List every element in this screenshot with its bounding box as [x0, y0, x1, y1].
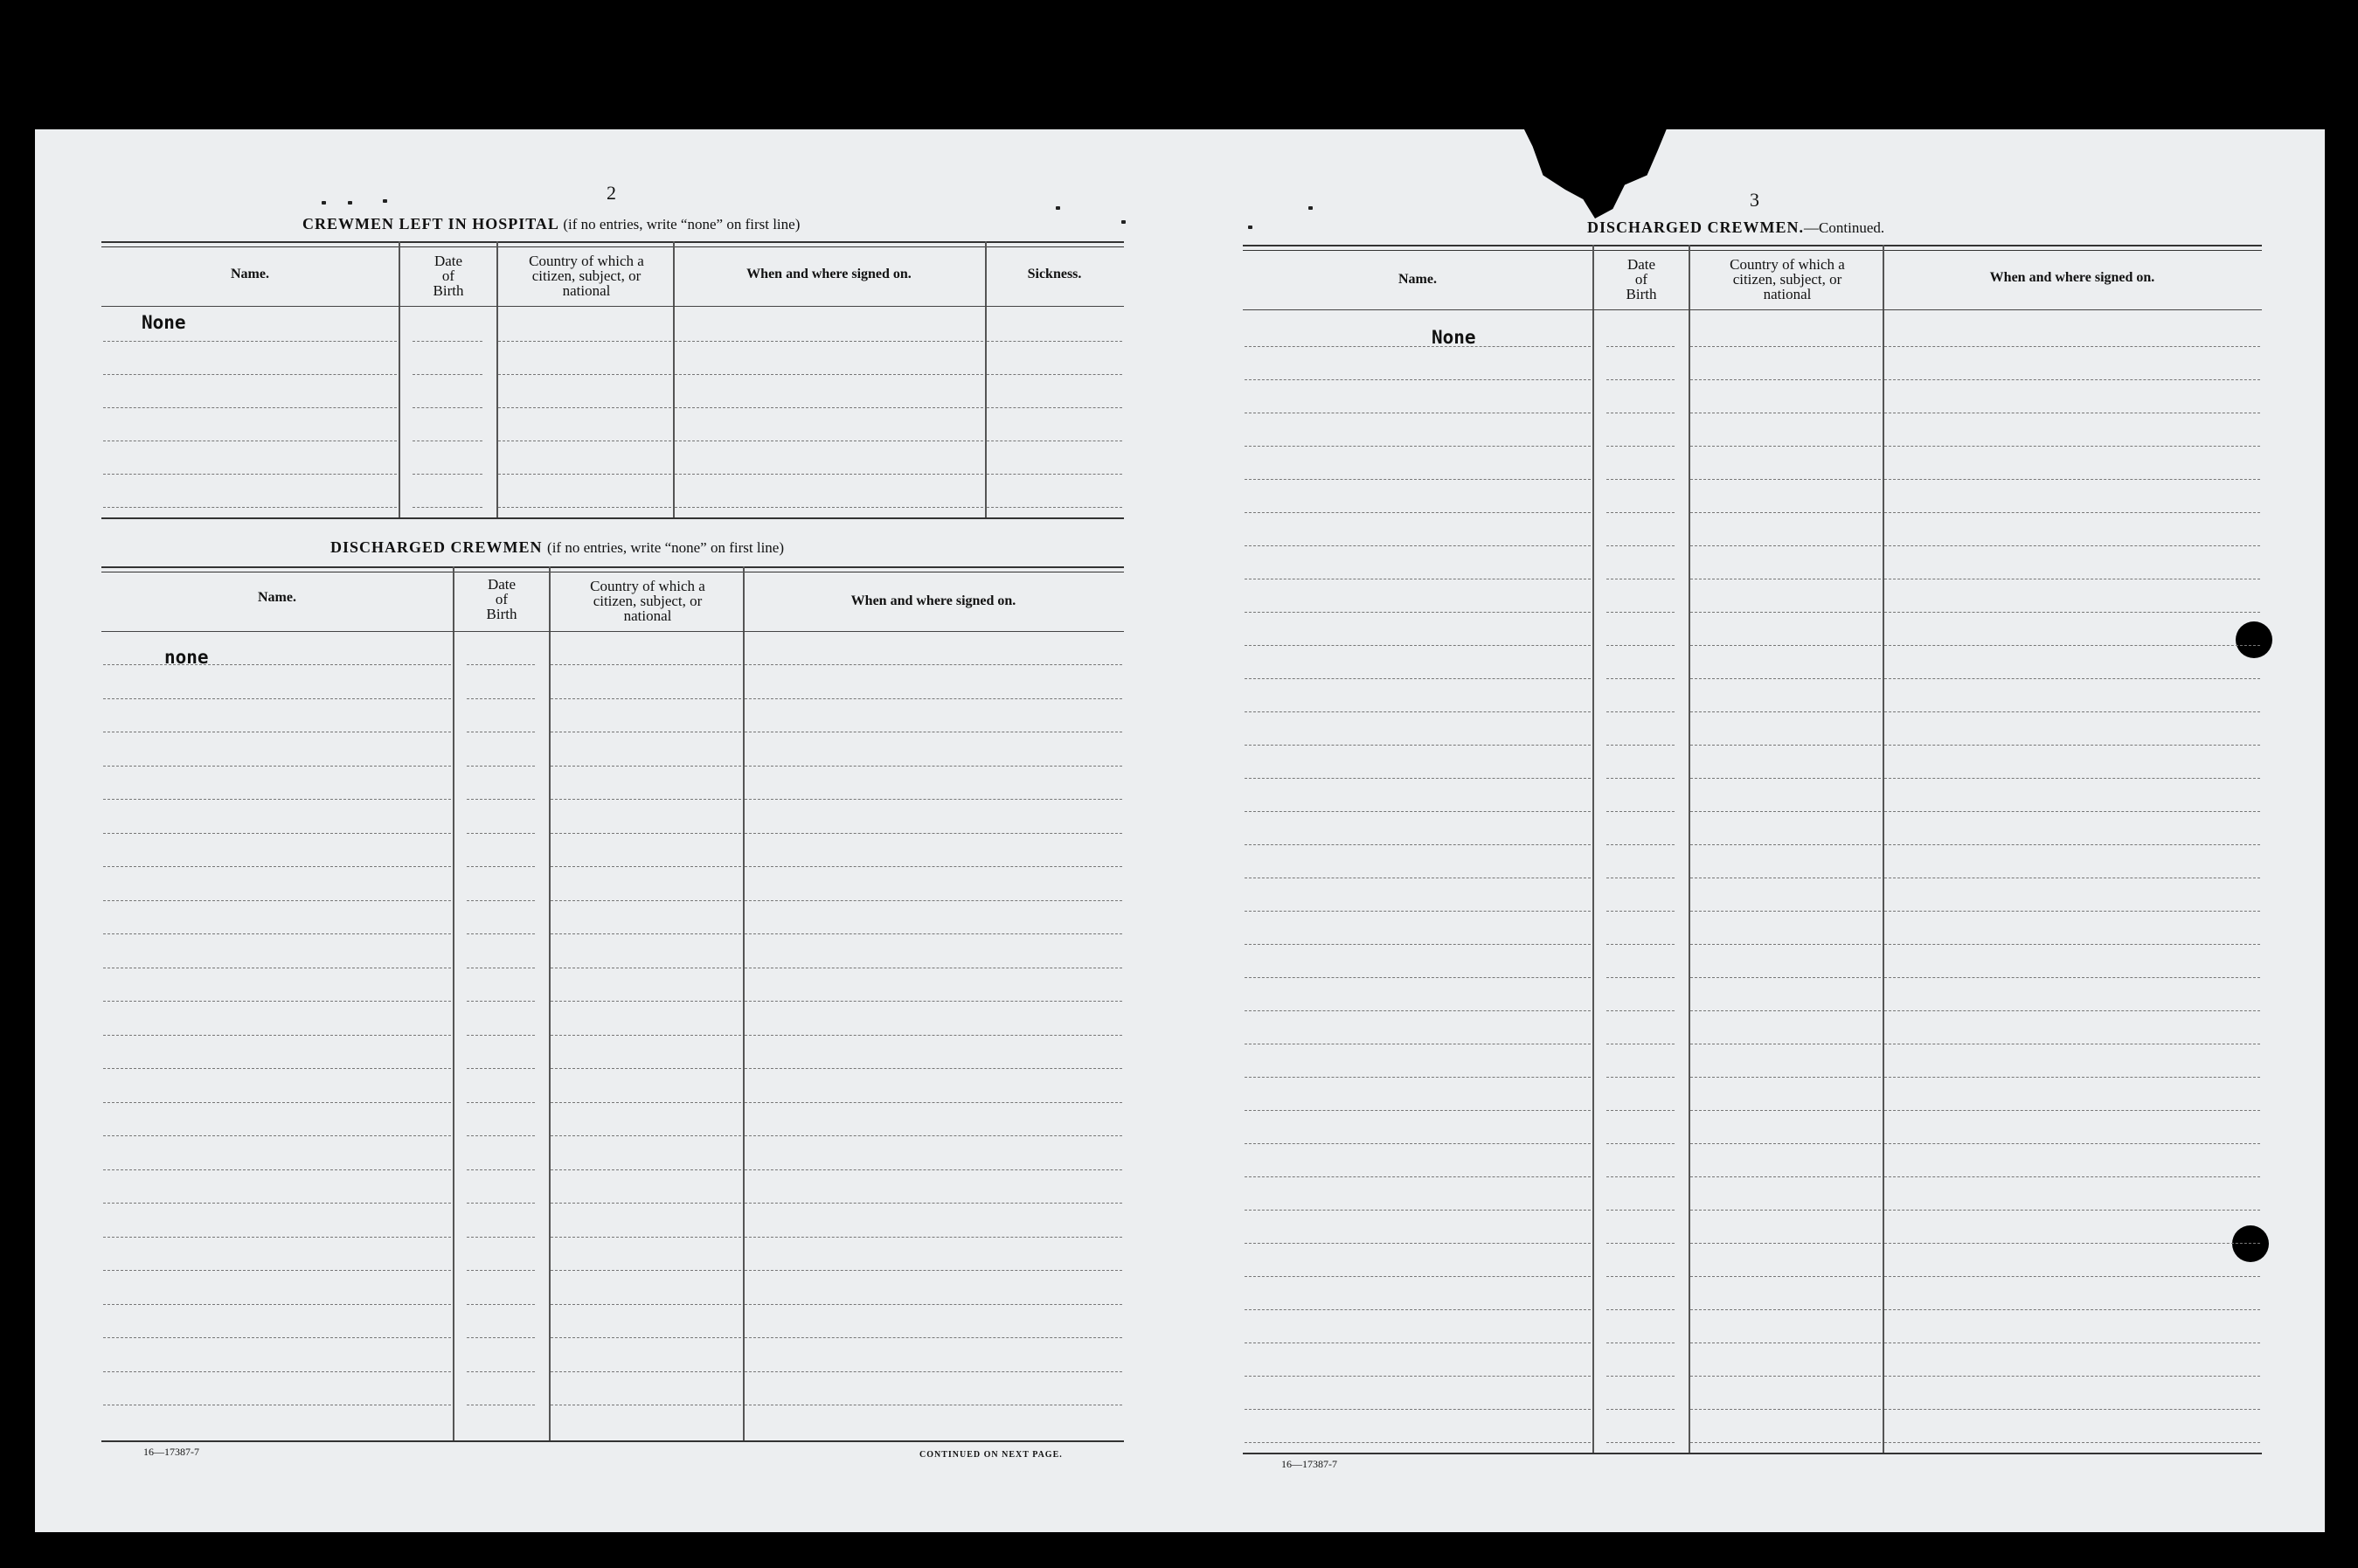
ruled-line	[1690, 1409, 1881, 1410]
ruled-line	[745, 766, 1122, 767]
ruled-line	[1606, 346, 1675, 347]
ruled-line	[1606, 844, 1675, 845]
discharged-continued-entry-name: None	[1432, 327, 1476, 348]
ruled-line	[1884, 1077, 2260, 1078]
ruled-line	[745, 900, 1122, 901]
ruled-line	[745, 1371, 1122, 1372]
ruled-line	[1606, 479, 1675, 480]
speck	[1056, 206, 1060, 210]
ruled-line	[745, 933, 1122, 934]
ruled-line	[745, 1135, 1122, 1136]
ruled-line	[467, 1237, 535, 1238]
ruled-line	[745, 1102, 1122, 1103]
ruled-line	[1245, 1376, 1591, 1377]
speck	[348, 201, 352, 205]
column-header-signed-on: When and where signed on.	[850, 593, 1016, 608]
ruled-line	[467, 1169, 535, 1170]
ruled-line	[1245, 379, 1591, 380]
ruled-line	[1245, 811, 1591, 812]
section-title-text: DISCHARGED CREWMEN	[330, 538, 543, 556]
ruled-line	[1690, 711, 1881, 712]
ruled-line	[1884, 678, 2260, 679]
ruled-line	[1884, 1442, 2260, 1443]
ruled-line	[1606, 1309, 1675, 1310]
ruled-line	[1245, 1309, 1591, 1310]
ruled-line	[1606, 944, 1675, 945]
ruled-line	[1690, 346, 1881, 347]
ruled-line	[1245, 645, 1591, 646]
ruled-line	[1245, 1143, 1591, 1144]
ruled-line	[987, 507, 1122, 508]
ruled-line	[551, 698, 741, 699]
column-header-country: Country of which a citizen, subject, or national	[1730, 256, 1845, 302]
ruled-line	[1245, 778, 1591, 779]
ruled-line	[745, 1337, 1122, 1338]
ruled-line	[987, 374, 1122, 375]
ruled-line	[1690, 1243, 1881, 1244]
ruled-line	[1690, 844, 1881, 845]
hospital-entry-name: None	[142, 312, 186, 333]
ruled-line	[103, 474, 397, 475]
ruled-line	[1884, 1276, 2260, 1277]
ruled-line	[1690, 678, 1881, 679]
ruled-line	[1245, 1243, 1591, 1244]
ruled-line	[1690, 1010, 1881, 1011]
ruled-line	[745, 1001, 1122, 1002]
ruled-line	[1245, 446, 1591, 447]
ruled-line	[103, 1068, 451, 1069]
ruled-line	[1884, 1409, 2260, 1410]
ruled-line	[987, 341, 1122, 342]
ruled-line	[498, 341, 671, 342]
ruled-line	[551, 900, 741, 901]
ruled-line	[1884, 811, 2260, 812]
ruled-line	[467, 1337, 535, 1338]
ruled-line	[1884, 1210, 2260, 1211]
ruled-line	[467, 1371, 535, 1372]
ruled-line	[987, 474, 1122, 475]
ruled-line	[745, 1035, 1122, 1036]
ruled-line	[1884, 1143, 2260, 1144]
ruled-line	[551, 766, 741, 767]
ruled-line	[467, 766, 535, 767]
ruled-line	[498, 507, 671, 508]
section-title	[330, 538, 784, 557]
ruled-line	[1884, 1110, 2260, 1111]
ruled-line	[467, 833, 535, 834]
ruled-line	[1690, 1176, 1881, 1177]
ruled-line	[675, 374, 983, 375]
ruled-line	[1245, 911, 1591, 912]
ruled-line	[1884, 446, 2260, 447]
ruled-line	[1606, 1010, 1675, 1011]
ruled-line	[551, 1135, 741, 1136]
ruled-line	[551, 1304, 741, 1305]
section-title-text: DISCHARGED CREWMEN.	[1587, 219, 1805, 236]
ruled-line	[1245, 512, 1591, 513]
ruled-line	[551, 1371, 741, 1372]
page-number: 3	[1750, 189, 1759, 211]
ruled-line	[1884, 977, 2260, 978]
ruled-line	[1690, 612, 1881, 613]
speck	[1308, 206, 1313, 210]
section-instruction: (if no entries, write “none” on first line)	[563, 216, 801, 232]
ruled-line	[1690, 645, 1881, 646]
ruled-line	[1606, 1409, 1675, 1410]
ruled-line	[1606, 811, 1675, 812]
ruled-line	[1884, 1309, 2260, 1310]
ruled-line	[1606, 612, 1675, 613]
ruled-line	[467, 933, 535, 934]
ruled-line	[103, 833, 451, 834]
ruled-line	[1606, 1376, 1675, 1377]
ruled-line	[103, 1304, 451, 1305]
ruled-line	[103, 900, 451, 901]
ruled-line	[745, 698, 1122, 699]
ruled-line	[675, 474, 983, 475]
ruled-line	[498, 407, 671, 408]
column-header-date-of-birth: Date of Birth	[1626, 256, 1657, 302]
ruled-line	[745, 799, 1122, 800]
ruled-line	[103, 507, 397, 508]
ruled-line	[745, 1203, 1122, 1204]
ruled-line	[1690, 512, 1881, 513]
ruled-line	[103, 933, 451, 934]
ruled-line	[1690, 977, 1881, 978]
ruled-line	[413, 374, 482, 375]
continued-note: CONTINUED ON NEXT PAGE.	[919, 1450, 1063, 1460]
ruled-line	[103, 1135, 451, 1136]
section-title-text: CREWMEN LEFT IN HOSPITAL	[302, 215, 558, 232]
ruled-line	[103, 799, 451, 800]
ruled-line	[467, 1135, 535, 1136]
ruled-line	[1606, 977, 1675, 978]
ruled-line	[551, 1068, 741, 1069]
ruled-line	[1884, 911, 2260, 912]
ruled-line	[1884, 711, 2260, 712]
ruled-line	[551, 1035, 741, 1036]
ruled-line	[103, 866, 451, 867]
ruled-line	[103, 1371, 451, 1372]
form-number: 16—17387-7	[1281, 1458, 1337, 1470]
ruled-line	[1884, 479, 2260, 480]
ruled-line	[1606, 1276, 1675, 1277]
ruled-line	[467, 698, 535, 699]
ruled-line	[103, 341, 397, 342]
ruled-line	[467, 900, 535, 901]
ruled-line	[1884, 612, 2260, 613]
speck	[383, 199, 387, 203]
ruled-line	[1245, 1077, 1591, 1078]
ruled-line	[467, 1068, 535, 1069]
column-header-signed-on: When and where signed on.	[1989, 270, 2155, 285]
ruled-line	[1245, 612, 1591, 613]
ruled-line	[1245, 711, 1591, 712]
ruled-line	[1606, 645, 1675, 646]
ruled-line	[1884, 1010, 2260, 1011]
ruled-line	[467, 1102, 535, 1103]
ruled-line	[1245, 1010, 1591, 1011]
ruled-line	[498, 374, 671, 375]
ruled-line	[551, 799, 741, 800]
ruled-line	[1606, 379, 1675, 380]
ruled-line	[467, 1270, 535, 1271]
ruled-line	[1245, 346, 1591, 347]
column-header-country: Country of which a citizen, subject, or national	[529, 253, 644, 299]
ruled-line	[1690, 944, 1881, 945]
hospital-table	[101, 241, 1124, 519]
ruled-line	[1690, 811, 1881, 812]
ruled-line	[1245, 1276, 1591, 1277]
ruled-line	[103, 1102, 451, 1103]
ruled-line	[745, 1304, 1122, 1305]
ruled-line	[1884, 1176, 2260, 1177]
ruled-line	[987, 407, 1122, 408]
ruled-line	[467, 1035, 535, 1036]
discharged-entry-name: none	[164, 647, 209, 668]
ruled-line	[551, 1001, 741, 1002]
ruled-line	[1884, 844, 2260, 845]
ruled-line	[413, 474, 482, 475]
ruled-line	[1245, 545, 1591, 546]
form-number: 16—17387-7	[143, 1446, 199, 1458]
ruled-line	[1606, 1143, 1675, 1144]
ruled-line	[413, 341, 482, 342]
ruled-line	[1884, 1243, 2260, 1244]
ruled-line	[1690, 446, 1881, 447]
discharged-continued-table	[1243, 245, 2262, 1454]
ruled-line	[103, 1337, 451, 1338]
ruled-line	[1245, 1442, 1591, 1443]
ruled-line	[1690, 911, 1881, 912]
ruled-line	[1690, 778, 1881, 779]
ruled-line	[1245, 1210, 1591, 1211]
ruled-line	[103, 1237, 451, 1238]
ruled-line	[1606, 911, 1675, 912]
column-header-sickness: Sickness.	[1027, 267, 1082, 281]
ruled-line	[745, 1169, 1122, 1170]
ruled-line	[467, 664, 535, 665]
ruled-line	[1606, 1243, 1675, 1244]
ruled-line	[1606, 1110, 1675, 1111]
page-number: 2	[607, 182, 616, 204]
ruled-line	[1606, 1210, 1675, 1211]
ruled-line	[551, 1102, 741, 1103]
ruled-line	[745, 833, 1122, 834]
ruled-line	[1245, 1409, 1591, 1410]
ruled-line	[1245, 844, 1591, 845]
ruled-line	[103, 1270, 451, 1271]
ruled-line	[1245, 944, 1591, 945]
ruled-line	[675, 341, 983, 342]
column-header-signed-on: When and where signed on.	[746, 267, 912, 281]
ruled-line	[1884, 778, 2260, 779]
ruled-line	[1690, 1210, 1881, 1211]
ruled-line	[1245, 678, 1591, 679]
ruled-line	[1690, 1077, 1881, 1078]
ruled-line	[467, 1001, 535, 1002]
ruled-line	[103, 407, 397, 408]
ruled-line	[1245, 1110, 1591, 1111]
ruled-line	[1606, 545, 1675, 546]
column-header-name: Name.	[258, 590, 296, 605]
ruled-line	[745, 664, 1122, 665]
ruled-line	[551, 1169, 741, 1170]
section-title	[302, 215, 800, 233]
ruled-line	[467, 799, 535, 800]
ruled-line	[1690, 745, 1881, 746]
ruled-line	[675, 507, 983, 508]
ruled-line	[103, 1203, 451, 1204]
ruled-line	[1690, 1276, 1881, 1277]
ruled-line	[1884, 745, 2260, 746]
ruled-line	[1690, 1110, 1881, 1111]
ruled-line	[745, 1237, 1122, 1238]
ruled-line	[1606, 1176, 1675, 1177]
ruled-line	[551, 866, 741, 867]
ruled-line	[1884, 944, 2260, 945]
ruled-line	[1690, 1442, 1881, 1443]
ruled-line	[1884, 545, 2260, 546]
column-header-country: Country of which a citizen, subject, or national	[590, 578, 705, 624]
ruled-line	[103, 1169, 451, 1170]
ruled-line	[1245, 479, 1591, 480]
discharged-table	[101, 566, 1124, 1442]
ruled-line	[1884, 1376, 2260, 1377]
ruled-line	[745, 866, 1122, 867]
ruled-line	[551, 1270, 741, 1271]
ruled-line	[551, 1203, 741, 1204]
column-header-date-of-birth: Date of Birth	[433, 253, 464, 299]
ruled-line	[1884, 645, 2260, 646]
speck	[1248, 225, 1252, 229]
ruled-line	[745, 1068, 1122, 1069]
section-instruction: (if no entries, write “none” on first line)	[547, 539, 784, 556]
ruled-line	[1690, 545, 1881, 546]
ruled-line	[1245, 1176, 1591, 1177]
ruled-line	[551, 933, 741, 934]
section-title	[1587, 219, 1884, 237]
ruled-line	[413, 507, 482, 508]
ruled-line	[745, 1270, 1122, 1271]
ruled-line	[1690, 1143, 1881, 1144]
ruled-line	[103, 1035, 451, 1036]
ruled-line	[1690, 1309, 1881, 1310]
column-header-name: Name.	[1398, 272, 1437, 287]
ruled-line	[467, 1304, 535, 1305]
ruled-line	[1606, 711, 1675, 712]
ruled-line	[551, 833, 741, 834]
ruled-line	[1690, 1376, 1881, 1377]
ruled-line	[467, 866, 535, 867]
column-header-name: Name.	[231, 267, 269, 281]
ruled-line	[1606, 1077, 1675, 1078]
ruled-line	[1884, 379, 2260, 380]
ruled-line	[103, 698, 451, 699]
column-header-date-of-birth: Date of Birth	[486, 576, 517, 622]
speck	[322, 201, 326, 205]
ruled-line	[1606, 745, 1675, 746]
ruled-line	[467, 1203, 535, 1204]
ruled-line	[1245, 977, 1591, 978]
ruled-line	[498, 474, 671, 475]
ruled-line	[103, 1001, 451, 1002]
ruled-line	[1606, 446, 1675, 447]
ruled-line	[413, 407, 482, 408]
ruled-line	[1690, 379, 1881, 380]
ruled-line	[1606, 512, 1675, 513]
ruled-line	[103, 766, 451, 767]
ruled-line	[675, 407, 983, 408]
ruled-line	[1245, 745, 1591, 746]
ruled-line	[551, 1337, 741, 1338]
section-continued: —Continued.	[1804, 219, 1885, 236]
ruled-line	[1606, 778, 1675, 779]
ruled-line	[103, 374, 397, 375]
ruled-line	[1884, 512, 2260, 513]
ruled-line	[551, 664, 741, 665]
ruled-line	[1606, 1442, 1675, 1443]
ruled-line	[1606, 678, 1675, 679]
ruled-line	[103, 664, 451, 665]
speck	[1121, 220, 1126, 224]
ruled-line	[1690, 479, 1881, 480]
ruled-line	[1884, 346, 2260, 347]
ruled-line	[551, 1237, 741, 1238]
